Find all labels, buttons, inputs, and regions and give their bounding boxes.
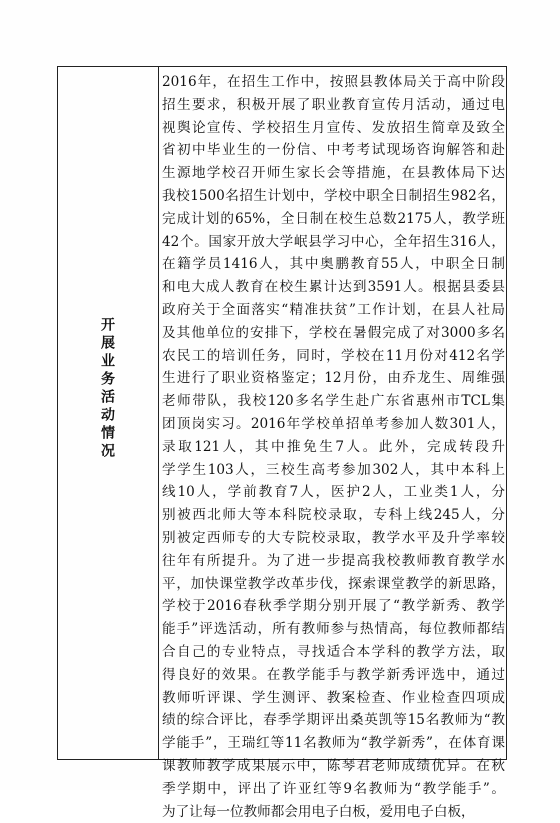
text-line: 42个。国家开放大学岷县学习中心，全年招生316人， bbox=[162, 231, 505, 254]
text-line: 合自己的专业特点，寻找适合本学科的教学方法，取 bbox=[162, 641, 505, 664]
text-line: 在籍学员1416人，其中奥鹏教育55人，中职全日制 bbox=[162, 253, 505, 276]
text-line: 团顶岗实习。2016年学校单招单考参加人数301人， bbox=[162, 413, 505, 436]
text-line: 为了让每一位教师都会用电子白板，爱用电子白板， bbox=[162, 801, 505, 823]
text-line: 平，加快课堂教学改革步伐，探索课堂教学的新思路， bbox=[162, 573, 505, 596]
report-table bbox=[57, 66, 507, 760]
text-line: 录取121人，其中推免生7人。此外，完成转段升 bbox=[162, 436, 505, 459]
text-line: 线10人，学前教育7人，医护2人，工业类1人，分 bbox=[162, 481, 505, 504]
text-line: 课教师教学成果展示中，陈琴君老师成绩优异。在秋 bbox=[162, 755, 505, 778]
text-line: 别被定西师专的大专院校录取，教学水平及升学率较 bbox=[162, 527, 505, 550]
text-line: 完成计划的65%，全日制在校生总数2175人，教学班 bbox=[162, 208, 505, 231]
text-line: 和电大成人教育在校生累计达到3591人。根据县委县 bbox=[162, 276, 505, 299]
text-line: 2016年，在招生工作中，按照县教体局关于高中阶段 bbox=[162, 71, 505, 94]
text-line: 季学期中，评出了许亚红等9名教师为“教学能手”。 bbox=[162, 778, 505, 801]
text-line: 得良好的效果。在教学能手与教学新秀评选中，通过 bbox=[162, 664, 505, 687]
column-divider bbox=[158, 67, 159, 759]
text-line: 往年有所提升。为了进一步提高我校教师教育教学水 bbox=[162, 550, 505, 573]
text-line: 绩的综合评比，春季学期评出桑英凯等15名教师为“教 bbox=[162, 709, 505, 732]
section-label: 开展业务活动情况 bbox=[96, 317, 120, 461]
content-cell bbox=[162, 71, 505, 757]
text-line: 学校于2016春秋季学期分别开展了“教学新秀、教学 bbox=[162, 595, 505, 618]
text-line: 教师听评课、学生测评、教案检查、作业检查四项成 bbox=[162, 687, 505, 710]
text-line: 视舆论宣传、学校招生月宣传、发放招生简章及致全 bbox=[162, 117, 505, 140]
text-line: 及其他单位的安排下，学校在暑假完成了对3000多名 bbox=[162, 322, 505, 345]
text-line: 政府关于全面落实“精准扶贫”工作计划，在县人社局 bbox=[162, 299, 505, 322]
text-line: 我校1500名招生计划中，学校中职全日制招生982名， bbox=[162, 185, 505, 208]
text-line: 学学生103人，三校生高考参加302人，其中本科上 bbox=[162, 459, 505, 482]
text-line: 能手”评选活动，所有教师参与热情高，每位教师都结 bbox=[162, 618, 505, 641]
text-line: 生进行了职业资格鉴定；12月份，由乔龙生、周维强 bbox=[162, 367, 505, 390]
text-line: 农民工的培训任务，同时，学校在11月份对412名学 bbox=[162, 345, 505, 368]
text-line: 学能手”，王瑞红等11名教师为“教学新秀”，在体育课 bbox=[162, 732, 505, 755]
text-line: 生源地学校召开师生家长会等措施，在县教体局下达 bbox=[162, 162, 505, 185]
text-line: 别被西北师大等本科院校录取，专科上线245人，分 bbox=[162, 504, 505, 527]
label-cell bbox=[58, 67, 158, 759]
text-line: 老师带队，我校120多名学生赴广东省惠州市TCL集 bbox=[162, 390, 505, 413]
text-line: 招生要求，积极开展了职业教育宣传月活动，通过电 bbox=[162, 94, 505, 117]
text-line: 省初中毕业生的一份信、中考考试现场咨询解答和赴 bbox=[162, 139, 505, 162]
